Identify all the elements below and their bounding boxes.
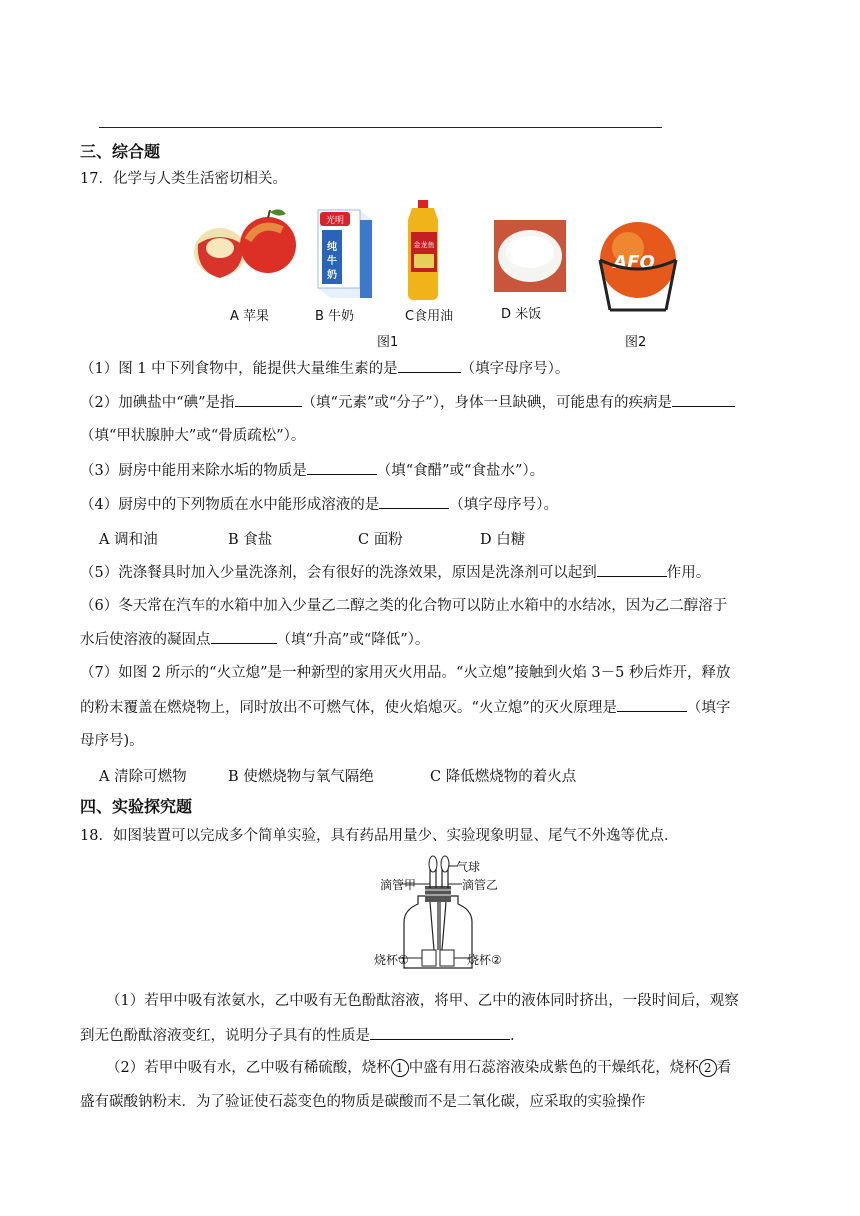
- svg-text:纯: 纯: [327, 242, 337, 253]
- rice-bowl-image: [494, 220, 566, 292]
- caption-b: B 牛奶: [315, 309, 355, 324]
- q17-part-3: [80, 460, 544, 481]
- answer-blank[interactable]: [235, 392, 302, 407]
- q17-part-7a: （7）如图 2 所示的“火立熄”是一种新型的家用灭火用品。“火立熄”接触到火焰 3－5 秒后炸开，释放: [80, 665, 731, 681]
- q17-part-5: [80, 562, 710, 583]
- beaker-2-label: 烧杯②: [467, 953, 502, 967]
- q17-7-text-end: （填字: [686, 700, 731, 716]
- ball-text: AFO: [613, 252, 655, 273]
- q17-part-2: [80, 392, 735, 413]
- q17-5-text-end: 作用。: [666, 565, 711, 581]
- q17-4-text-end: （填字母序号）。: [449, 497, 558, 513]
- answer-blank[interactable]: [379, 494, 449, 509]
- dropper-b-label: 滴管乙: [462, 878, 499, 892]
- q18-part-1a: （1）若甲中吸有浓氨水，乙中吸有无色酚酞溶液，将甲、乙中的液体同时挤出，一段时间后，观察: [106, 993, 739, 1009]
- q17-6-text: 水后使溶液的凝固点: [80, 632, 211, 648]
- q17-4-option-c: C 面粉: [358, 532, 403, 548]
- answer-blank[interactable]: [672, 392, 735, 407]
- dropper-a-label: 滴管甲: [380, 878, 417, 892]
- q17-part-6a: （6）冬天常在汽车的水箱中加入少量乙二醇之类的化合物可以防止水箱中的水结冰，因为乙二醇溶于: [80, 598, 728, 614]
- fire-extinguisher-ball-image: [600, 222, 676, 310]
- q17-3-text-end: （填“食醋”或“食盐水”）。: [376, 463, 545, 479]
- circled-number-1: 1: [391, 1059, 409, 1077]
- figure-1-label: 图1: [377, 335, 399, 350]
- q17-part-7b: [80, 697, 730, 718]
- q17-4-option-b: B 食盐: [228, 532, 273, 548]
- caption-a: A 苹果: [230, 309, 270, 324]
- q18-stem: 18．如图装置可以完成多个简单实验，具有药品用量少、实验现象明显、尾气不外逸等优点．: [80, 828, 679, 844]
- apple-image: [194, 209, 296, 278]
- q17-4-option-d: D 白糖: [480, 532, 526, 548]
- q18-part-2a: [106, 1058, 731, 1078]
- caption-d: D 米饭: [501, 307, 542, 322]
- q18-part-1b: [80, 1025, 515, 1046]
- answer-blank[interactable]: [211, 629, 277, 644]
- figure-2-label: 图2: [625, 335, 647, 350]
- section-3-heading: 三、综合题: [80, 142, 161, 161]
- food-figure: [190, 200, 700, 320]
- q17-5-text: （5）洗涤餐具时加入少量洗涤剂，会有很好的洗涤效果，原因是洗涤剂可以起到: [80, 565, 597, 581]
- q17-1-text: （1）图 1 中下列食物中，能提供大量维生素的是: [80, 361, 398, 377]
- q17-7-option-c: C 降低燃烧物的着火点: [430, 769, 577, 785]
- svg-text:牛: 牛: [327, 256, 337, 267]
- q17-part-2b: （填“甲状腺肿大”或“骨质疏松”）。: [80, 428, 306, 444]
- beaker-1-label: 烧杯①: [374, 953, 409, 967]
- balloon-label: 气球: [456, 860, 481, 874]
- q17-6-text-end: （填“升高”或“降低”）。: [276, 632, 430, 648]
- q17-4-text: （4）厨房中的下列物质在水中能形成溶液的是: [80, 497, 380, 513]
- q17-part-6b: [80, 629, 429, 650]
- svg-text:奶: 奶: [327, 270, 337, 281]
- q17-stem: 17．化学与人类生活密切相关。: [80, 171, 287, 187]
- q17-part-4: [80, 494, 558, 515]
- q18-part-2b: 盛有碳酸钠粉末．为了验证使石蕊变色的物质是碳酸而不是二氧化碳，应采取的实验操作: [80, 1094, 646, 1110]
- answer-blank[interactable]: [370, 1025, 510, 1040]
- q17-7-option-b: B 使燃烧物与氧气隔绝: [228, 769, 374, 785]
- q17-4-option-a: A 调和油: [99, 532, 158, 548]
- q17-2-text-mid: （填“元素”或“分子”），身体一旦缺碘，可能患有的疾病是: [301, 395, 672, 411]
- q17-3-text: （3）厨房中能用来除水垢的物质是: [80, 463, 307, 479]
- q17-7-option-a: A 清除可燃物: [99, 769, 187, 785]
- q17-part-7c: 母序号)。: [80, 733, 144, 749]
- q17-2-text: （2）加碘盐中“碘”是指: [80, 395, 235, 411]
- q18-1-text-end: .: [510, 1028, 515, 1044]
- circled-number-2: 2: [699, 1059, 717, 1077]
- milk-logo: 光明: [325, 216, 345, 226]
- oil-brand: 金龙鱼: [413, 241, 435, 249]
- milk-carton-image: [318, 210, 372, 298]
- q17-1-text-end: （填字母序号）。: [460, 361, 570, 377]
- oil-bottle-image: [408, 200, 438, 300]
- answer-blank[interactable]: [307, 460, 377, 475]
- section-4-heading: 四、实验探究题: [80, 797, 193, 816]
- answer-blank[interactable]: [617, 697, 687, 712]
- q18-2-text-end: 看: [716, 1060, 732, 1076]
- q17-7-text: 的粉末覆盖在燃烧物上，同时放出不可燃气体，使火焰熄灭。“火立熄”的灭火原理是: [80, 700, 617, 716]
- q18-2-text-mid: 中盛有用石蕊溶液染成紫色的干燥纸花，烧杯: [408, 1060, 699, 1076]
- q18-1-text: 到无色酚酞溶液变红，说明分子具有的性质是: [80, 1028, 370, 1044]
- q17-part-1: [80, 358, 569, 379]
- caption-c: C食用油: [405, 309, 454, 324]
- answer-line: [99, 127, 662, 128]
- answer-blank[interactable]: [597, 562, 667, 577]
- q18-2-text: （2）若甲中吸有水，乙中吸有稀硫酸，烧杯: [106, 1060, 391, 1076]
- answer-blank[interactable]: [398, 358, 461, 373]
